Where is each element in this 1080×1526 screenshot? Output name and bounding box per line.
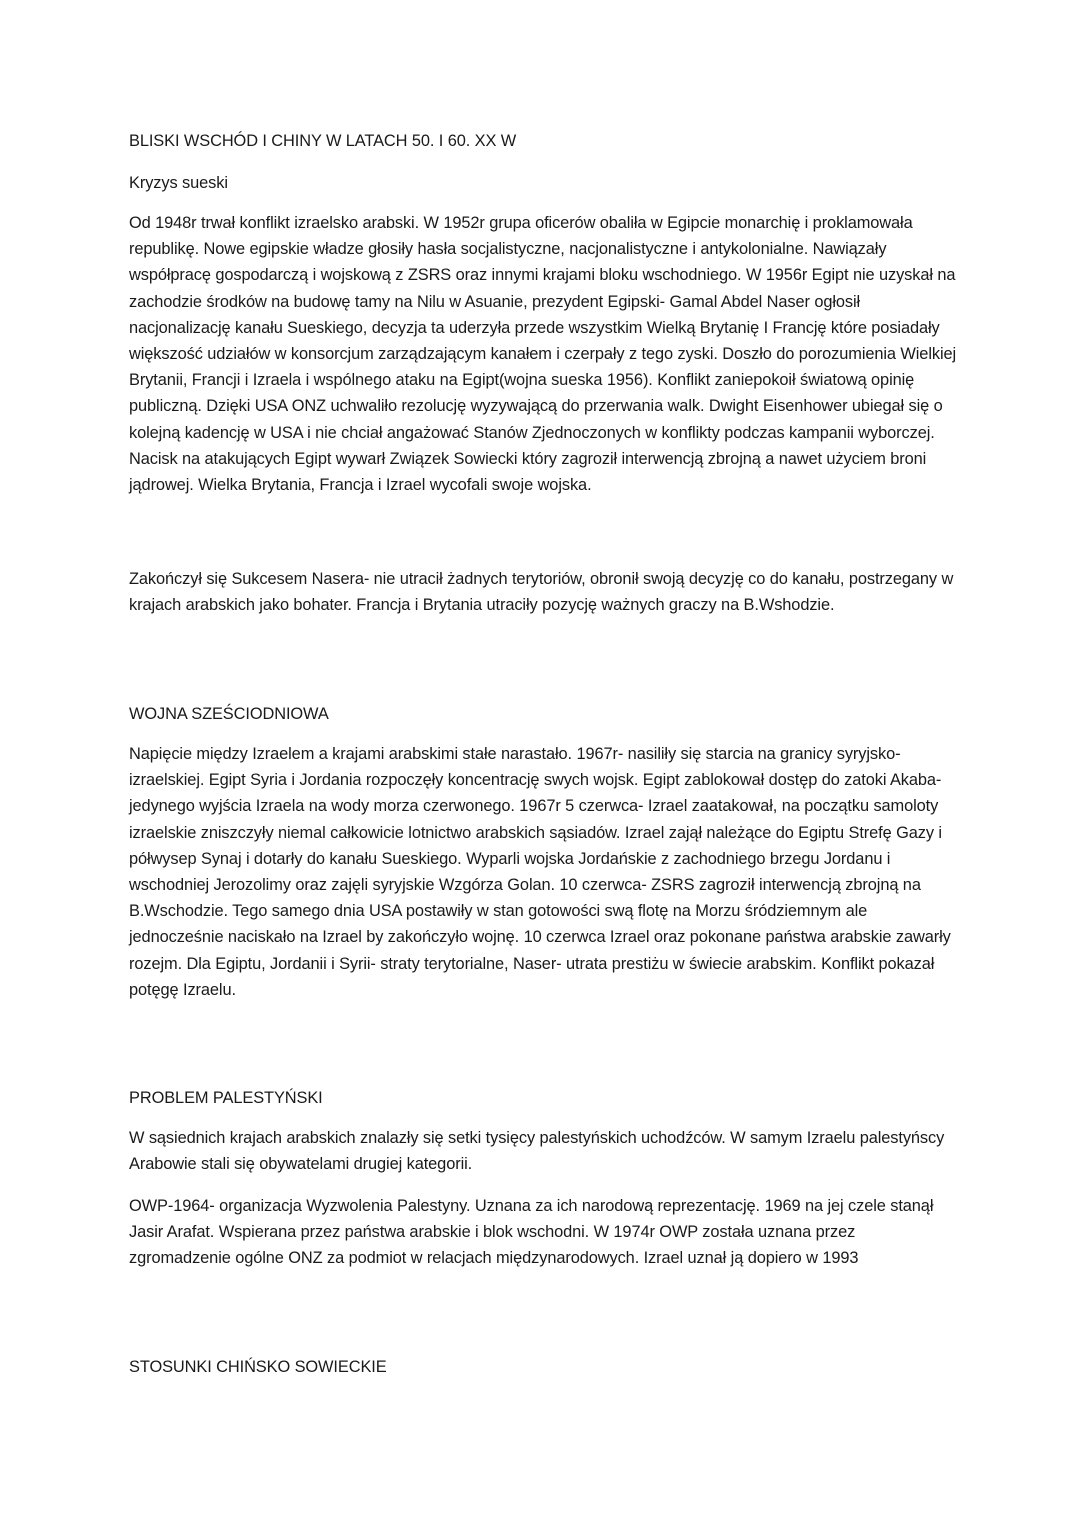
- paragraph-problem-palestynski-2: OWP-1964- organizacja Wyzwolenia Palestyny. Uznana za ich narodową reprezentację. 1969 na jej czele stanął Jasir Arafat. Wspierana przez państwa arabskie i blok wschodni. W 1974r OWP została uznana przez zgromadzenie ogólne ONZ za podmiot w relacjach międzynarodowych. Izrael uznał ją dopiero w 1993: [129, 1197, 934, 1268]
- document-title: BLISKI WSCHÓD I CHINY W LATACH 50. I 60. XX W: [129, 132, 517, 150]
- section-heading-kryzys-sueski: Kryzys sueski: [129, 174, 228, 192]
- section-heading-stosunki-chinsko-sowieckie: STOSUNKI CHIŃSKO SOWIECKIE: [129, 1358, 387, 1376]
- section-heading-problem-palestynski: PROBLEM PALESTYŃSKI: [129, 1089, 323, 1107]
- paragraph-kryzys-sueski-1: Od 1948r trwał konflikt izraelsko arabski. W 1952r grupa oficerów obaliła w Egipcie monarchię i proklamowała republikę. Nowe egipskie władze głosiły hasła socjalistyczne, nacjonalistyczne i antykolonialne. Nawiązały współpracę gospodarczą i wojskową z ZSRS oraz innymi krajami bloku wschodniego. W 1956r Egipt nie uzyskał na zachodzie środków na budowę tamy na Nilu w Asuanie, prezydent Egipski- Gamal Abdel Naser ogłosił nacjonalizację kanału Sueskiego, decyzja ta uderzyła przede wszystkim Wielką Brytanię I Francję które posiadały większość udziałów w konsorcjum zarządzającym kanałem i czerpały z tego zyski. Doszło do porozumienia Wielkiej Brytanii, Francji i Izraela i wspólnego ataku na Egipt(wojna sueska 1956). Konflikt zaniepokoił światową opinię publiczną. Dzięki USA ONZ uchwaliło rezolucję wyzywającą do przerwania walk. Dwight Eisenhower ubiegał się o kolejną kadencję w USA i nie chciał angażować Stanów Zjednoczonych w konflikty podczas kampanii wyborczej. Nacisk na atakujących Egipt wywarł Związek Sowiecki który zagroził interwencją zbrojną a nawet użyciem broni jądrowej. Wielka Brytania, Francja i Izrael wycofali swoje wojska.: [129, 214, 957, 495]
- paragraph-wojna-szesciodniowa-1: Napięcie między Izraelem a krajami arabskimi stałe narastało. 1967r- nasiliły się starcia na granicy syryjsko-izraelskiej. Egipt Syria i Jordania rozpoczęły koncentrację swych wojsk. Egipt zablokował dostęp do zatoki Akaba- jedynego wyjścia Izraela na wody morza czerwonego. 1967r 5 czerwca- Izrael zaatakował, na początku samoloty izraelskie zniszczyły niemal całkowicie lotnictwo arabskich sąsiadów. Izrael zajął należące do Egiptu Strefę Gazy i półwysep Synaj i dotarły do kanału Sueskiego. Wyparli wojska Jordańskie z zachodniego brzegu Jordanu i wschodniej Jerozolimy oraz zajęli syryjskie Wzgórza Golan. 10 czerwca- ZSRS zagroził interwencją zbrojną na B.Wschodzie. Tego samego dnia USA postawiły w stan gotowości swą flotę na Morzu śródziemnym ale jednocześnie naciskało na Izrael by zakończyło wojnę. 10 czerwca Izrael oraz pokonane państwa arabskie zawarły rozejm. Dla Egiptu, Jordanii i Syrii- straty terytorialne, Naser- utrata prestiżu w świecie arabskim. Konflikt pokazał potęgę Izraelu.: [129, 745, 951, 999]
- section-heading-wojna-szesciodniowa: WOJNA SZEŚCIODNIOWA: [129, 705, 329, 723]
- paragraph-problem-palestynski-1: W sąsiednich krajach arabskich znalazły się setki tysięcy palestyńskich uchodźców. W samym Izraelu palestyńscy Arabowie stali się obywatelami drugiej kategorii.: [129, 1129, 945, 1174]
- paragraph-kryzys-sueski-2: Zakończył się Sukcesem Nasera- nie utracił żadnych terytoriów, obronił swoją decyzję co do kanału, postrzegany w krajach arabskich jako bohater. Francja i Brytania utraciły pozycję ważnych graczy na B.Wshodzie.: [129, 570, 954, 615]
